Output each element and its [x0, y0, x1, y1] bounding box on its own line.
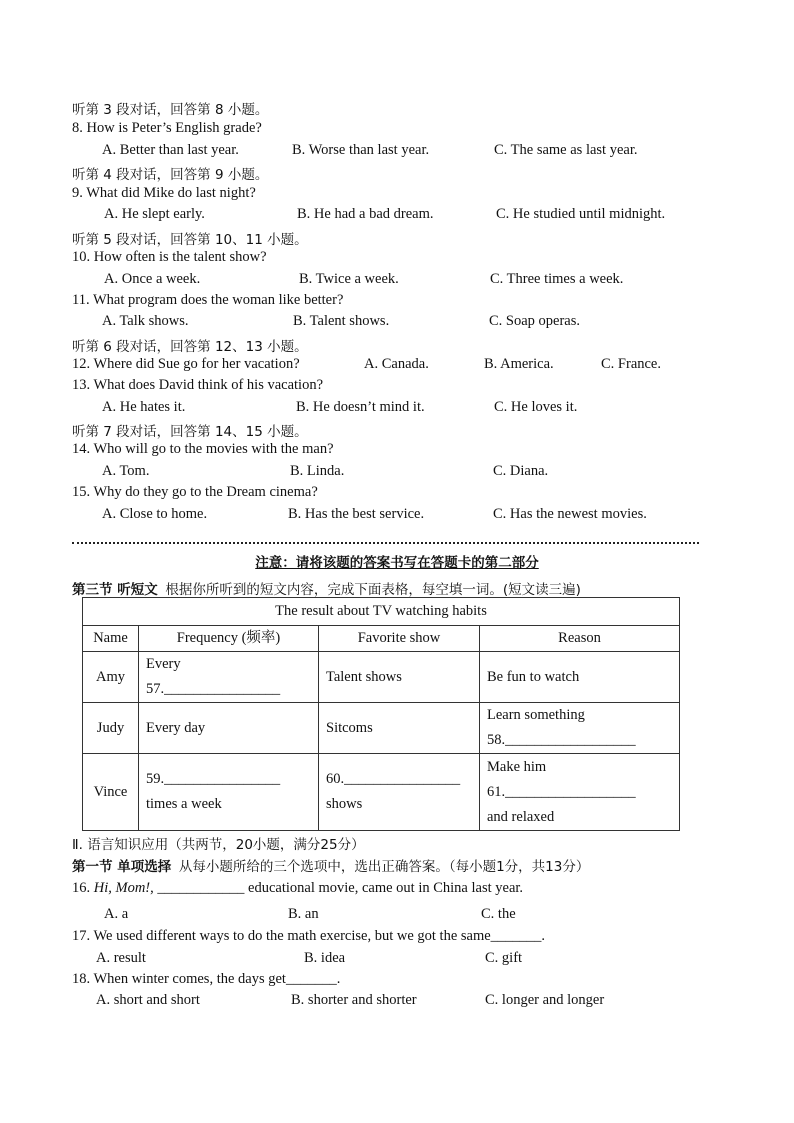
question-17-option-b: B. idea	[304, 950, 346, 966]
question-8-option-a: A. Better than last year.	[102, 142, 239, 158]
question-17-option-c: C. gift	[485, 950, 523, 966]
question-15-option-b: B. Has the best service.	[288, 506, 425, 522]
question-12-option-a: A. Canada.	[364, 356, 429, 372]
question-10-option-c: C. Three times a week.	[490, 271, 624, 287]
cell-reason	[480, 754, 680, 831]
question-17-option-a: A. result	[96, 950, 146, 966]
cell-text: Learn something	[487, 707, 585, 723]
question-11-option-a: A. Talk shows.	[102, 313, 189, 329]
notice-text: 注意：请将该题的答案书写在答题卡的第二部分	[255, 555, 539, 571]
question-14: 14. Who will go to the movies with the man?	[72, 441, 334, 457]
question-15-option-c: C. Has the newest movies.	[493, 506, 647, 522]
cell-frequency	[139, 652, 319, 703]
table-row	[83, 703, 680, 754]
header-favorite-show: Favorite show	[319, 626, 480, 652]
blank-57[interactable]: 57.________________	[146, 681, 281, 697]
question-9-option-a: A. He slept early.	[104, 206, 205, 222]
header-reason: Reason	[480, 626, 680, 652]
cell-text: and relaxed	[487, 808, 555, 825]
question-15: 15. Why do they go to the Dream cinema?	[72, 484, 318, 500]
question-16-option-a: A. a	[104, 906, 129, 922]
movie-title: Hi, Mom!	[93, 880, 151, 896]
cell-text: times a week	[146, 796, 222, 812]
question-text: , ____________ educational movie, came out in China last year.	[150, 880, 524, 896]
question-9-option-b: B. He had a bad dream.	[297, 206, 434, 222]
part-2-title: Ⅱ. 语言知识应用（共两节，20小题，满分25分）	[72, 837, 365, 853]
section-3-title: 第三节 听短文	[72, 582, 158, 598]
blank-58[interactable]: 58.__________________	[487, 732, 636, 748]
question-18-option-b: B. shorter and shorter	[291, 992, 417, 1008]
question-17: 17. We used different ways to do the math exercise, but we got the same_______.	[72, 928, 546, 944]
question-10-option-b: B. Twice a week.	[299, 271, 399, 287]
cell-name: Judy	[83, 703, 139, 754]
section-1-instruction: 从每小题所给的三个选项中，选出正确答案。（每小题1分，共13分）	[178, 859, 590, 875]
cell-favorite-show: Talent shows	[319, 652, 480, 703]
question-11-option-c: C. Soap operas.	[489, 313, 581, 329]
question-14-option-c: C. Diana.	[493, 463, 549, 479]
question-16	[72, 880, 523, 897]
question-18-option-a: A. short and short	[96, 992, 200, 1008]
question-12-option-b: B. America.	[484, 356, 554, 372]
blank-61[interactable]: 61.__________________	[487, 783, 636, 800]
segment-3-instruction: 听第 3 段对话，回答第 8 小题。	[72, 102, 269, 118]
question-12: 12. Where did Sue go for her vacation?	[72, 356, 300, 372]
part-2-section-1-heading	[72, 855, 589, 876]
section-1-title: 第一节 单项选择	[72, 859, 172, 875]
cell-text: shows	[326, 796, 363, 812]
cell-frequency	[139, 754, 319, 831]
question-11: 11. What program does the woman like better?	[72, 292, 344, 308]
question-13-option-c: C. He loves it.	[494, 399, 578, 415]
question-9-option-c: C. He studied until midnight.	[496, 206, 666, 222]
cell-frequency: Every day	[139, 703, 319, 754]
table-caption: The result about TV watching habits	[83, 598, 680, 626]
question-9: 9. What did Mike do last night?	[72, 185, 256, 201]
segment-6-instruction: 听第 6 段对话，回答第 12、13 小题。	[72, 339, 308, 355]
cell-favorite-show	[319, 754, 480, 831]
cell-name: Amy	[83, 652, 139, 703]
question-number: 16.	[72, 880, 91, 896]
cell-reason	[480, 703, 680, 754]
cell-text: Make him	[487, 758, 547, 775]
answer-sheet-notice	[0, 551, 794, 571]
blank-60[interactable]: 60.________________	[326, 771, 461, 787]
question-16-option-b: B. an	[288, 906, 319, 922]
segment-7-instruction: 听第 7 段对话，回答第 14、15 小题。	[72, 424, 308, 440]
dotted-divider	[72, 542, 699, 544]
section-3-instruction: 根据你所听到的短文内容，完成下面表格，每空填一词。(短文读三遍)	[165, 582, 581, 598]
cell-favorite-show: Sitcoms	[319, 703, 480, 754]
header-frequency: Frequency (频率)	[139, 626, 319, 652]
question-15-option-a: A. Close to home.	[102, 506, 208, 522]
question-11-option-b: B. Talent shows.	[293, 313, 390, 329]
question-8: 8. How is Peter’s English grade?	[72, 120, 262, 136]
segment-4-instruction: 听第 4 段对话，回答第 9 小题。	[72, 167, 269, 183]
question-14-option-b: B. Linda.	[290, 463, 345, 479]
question-8-option-b: B. Worse than last year.	[292, 142, 430, 158]
tv-habits-table	[82, 597, 680, 831]
table-row	[83, 754, 680, 831]
question-10-option-a: A. Once a week.	[104, 271, 201, 287]
question-8-option-c: C. The same as last year.	[494, 142, 638, 158]
question-13: 13. What does David think of his vacation?	[72, 377, 324, 393]
cell-name: Vince	[83, 754, 139, 831]
blank-59[interactable]: 59.________________	[146, 771, 281, 787]
question-18-option-c: C. longer and longer	[485, 992, 605, 1008]
cell-text: Every	[146, 656, 181, 672]
question-14-option-a: A. Tom.	[102, 463, 150, 479]
section-3-heading	[72, 578, 581, 599]
question-16-option-c: C. the	[481, 906, 516, 922]
segment-5-instruction: 听第 5 段对话，回答第 10、11 小题。	[72, 232, 308, 248]
table-row	[83, 652, 680, 703]
question-13-option-a: A. He hates it.	[102, 399, 186, 415]
question-12-option-c: C. France.	[601, 356, 661, 372]
header-name: Name	[83, 626, 139, 652]
question-18: 18. When winter comes, the days get_______.	[72, 971, 341, 987]
cell-reason: Be fun to watch	[480, 652, 680, 703]
question-10: 10. How often is the talent show?	[72, 249, 267, 265]
question-13-option-b: B. He doesn’t mind it.	[296, 399, 425, 415]
